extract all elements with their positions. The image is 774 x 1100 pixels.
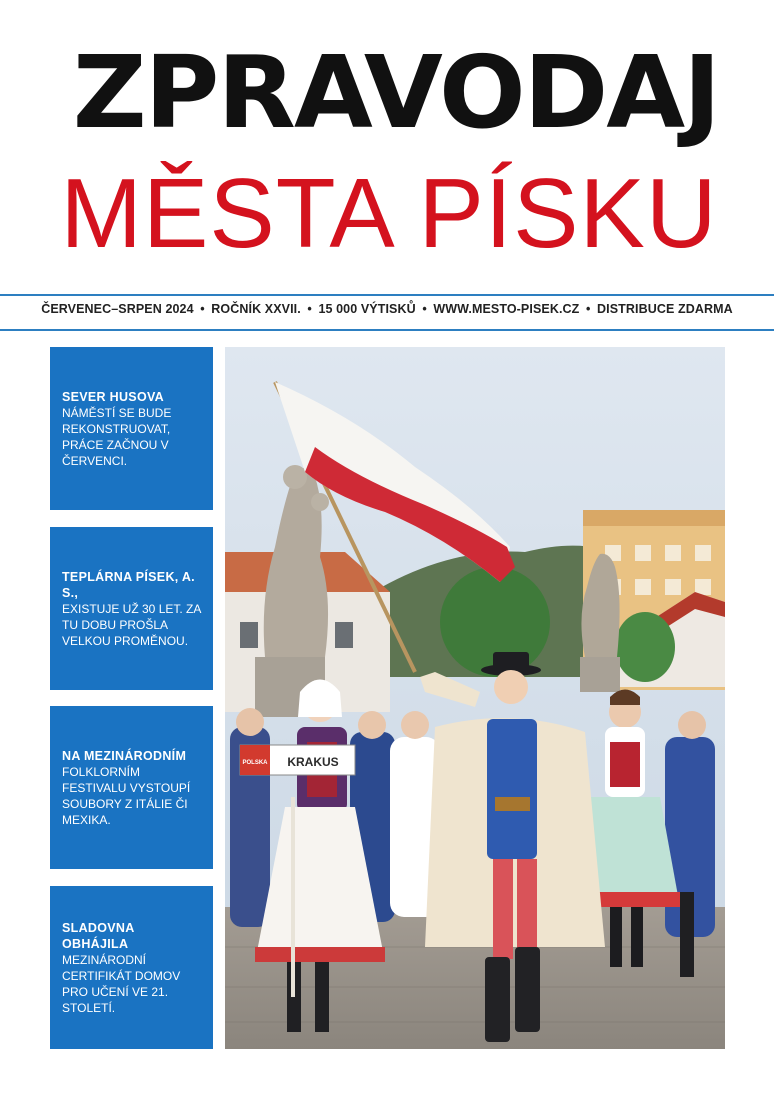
teaser-text: FOLKLORNÍM FESTIVALU VYSTOUPÍ SOUBORY Z ITÁLIE ČI MEXIKA. [62, 764, 191, 827]
bottom-rule [0, 329, 774, 331]
teaser-box-1[interactable] [50, 347, 213, 510]
volume: ROČNÍK XXVII. [211, 302, 301, 316]
cover-photo [225, 347, 725, 1049]
tree [615, 612, 675, 682]
website-link[interactable]: WWW.MESTO-PISEK.CZ [433, 302, 580, 316]
teaser-text: NÁMĚSTÍ SE BUDE REKONSTRUOVAT, PRÁCE ZAČNOU V ČERVENCI. [62, 405, 172, 468]
teaser-box-3[interactable] [50, 706, 213, 869]
issue-info-line [0, 302, 774, 316]
teaser-text: MEZINÁRODNÍ CERTIFIKÁT DOMOV PRO UČENÍ VE 21. STOLETÍ. [62, 952, 181, 1015]
teaser-headline: NA MEZINÁRODNÍM [62, 748, 187, 763]
teaser-text: EXISTUJE UŽ 30 LET. ZA TU DOBU PROŠLA VELKOU PROMĚNOU. [62, 601, 201, 648]
teaser-headline: TEPLÁRNA PÍSEK, A. S., [62, 569, 195, 600]
issue-date: ČERVENEC–SRPEN 2024 [41, 302, 194, 316]
separator: • [307, 302, 312, 316]
group-sign [240, 745, 355, 775]
sign-name: KRAKUS [287, 755, 339, 769]
teaser-box-4[interactable] [50, 886, 213, 1049]
top-rule [0, 294, 774, 296]
sign-country: POLSKA [242, 760, 268, 766]
separator: • [585, 302, 591, 316]
separator: • [422, 302, 427, 316]
separator: • [200, 302, 205, 316]
print-run: 15 000 VÝTISKŮ [318, 302, 416, 316]
distribution: DISTRIBUCE ZDARMA [597, 302, 733, 316]
masthead-title-line2: MĚSTA PÍSKU [60, 158, 718, 268]
masthead-title-line1: ZPRAVODAJ [72, 34, 720, 151]
teaser-headline: SEVER HUSOVA [62, 389, 165, 404]
teaser-box-2[interactable] [50, 527, 213, 690]
teaser-headline: SLADOVNA OBHÁJILA [62, 920, 135, 951]
